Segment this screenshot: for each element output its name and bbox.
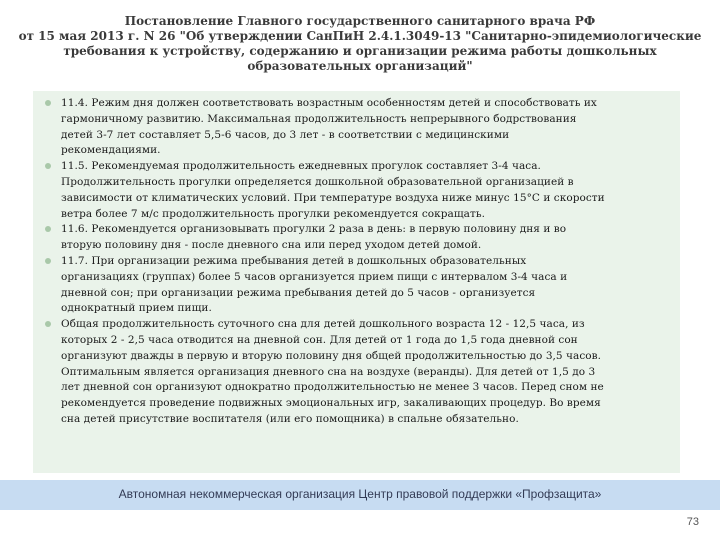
bullet-icon xyxy=(45,258,51,264)
item-line: 11.5. Рекомендуемая продолжительность ежедневных прогулок составляет 3-4 часа. xyxy=(61,160,541,173)
list-item xyxy=(41,254,672,317)
item-line: 11.6. Рекомендуется организовывать прогулки 2 раза в день: в первую половину дня и во xyxy=(61,223,567,236)
title-line: Постановление Главного государственного санитарного врача РФ xyxy=(124,14,596,28)
footer-bar xyxy=(0,480,720,510)
title-line: образовательных организаций" xyxy=(247,59,473,73)
item-line: Продолжительность прогулки определяется дошкольной образовательной организацией в xyxy=(61,175,574,188)
item-line: 11.7. При организации режима пребывания детей в дошкольных образовательных xyxy=(61,254,527,267)
item-line: Оптимальным является организация дневного сна на воздухе (веранды). Для детей от 1,5 до 3 xyxy=(61,365,596,378)
item-line: Общая продолжительность суточного сна для детей дошкольного возраста 12 - 12,5 часа, из xyxy=(61,318,585,331)
item-line: вторую половину дня - после дневного сна или перед уходом детей домой. xyxy=(61,239,482,252)
item-line: сна детей присутствие воспитателя (или его помощника) в спальне обязательно. xyxy=(61,412,519,425)
list-item xyxy=(41,317,672,428)
item-line: однократный прием пищи. xyxy=(61,302,212,315)
title-line: требования к устройству, содержанию и организации режима работы дошкольных xyxy=(63,44,657,58)
list-item xyxy=(41,96,672,159)
bullet-list xyxy=(41,96,672,428)
item-line: зависимости от климатических условий. При температуре воздуха ниже минус 15°С и скорости xyxy=(61,191,605,204)
item-line: организациях (группах) более 5 часов организуется прием пищи с интервалом 3-4 часа и xyxy=(61,270,568,283)
item-line: ветра более 7 м/с продолжительность прогулки рекомендуется сокращать. xyxy=(61,207,485,220)
title-line: от 15 мая 2013 г. N 26 "Об утверждении СанПиН 2.4.1.3049-13 "Санитарно-эпидемиологические xyxy=(18,29,702,43)
list-item xyxy=(41,222,672,254)
bullet-icon xyxy=(45,100,51,106)
document-title xyxy=(18,14,702,74)
bullet-icon xyxy=(45,226,51,232)
item-line: детей 3-7 лет составляет 5,5-6 часов, до 3 лет - в соответствии с медицинскими xyxy=(61,128,510,141)
item-line: лет дневной сон организуют однократно продолжительностью не менее 3 часов. Перед сном не xyxy=(61,381,604,394)
item-line: которых 2 - 2,5 часа отводится на дневной сон. Для детей от 1 года до 1,5 года дневной сон xyxy=(61,333,578,346)
page-number: 73 xyxy=(686,516,699,528)
item-line: рекомендациями. xyxy=(61,144,161,157)
bullet-icon xyxy=(45,163,51,169)
item-line: дневной сон; при организации режима пребывания детей до 5 часов - организуется xyxy=(61,286,536,299)
item-line: 11.4. Режим дня должен соответствовать возрастным особенностям детей и способствовать их xyxy=(61,97,597,109)
item-line: рекомендуется проведение подвижных эмоциональных игр, закаливающих процедур. Во время xyxy=(61,397,601,410)
item-line: организуют дважды в первую и вторую половину дня общей продолжительностью до 3,5 часов. xyxy=(61,349,602,362)
item-line: гармоничному развитию. Максимальная продолжительность непрерывного бодрствования xyxy=(61,112,577,125)
content-panel xyxy=(33,91,680,473)
bullet-icon xyxy=(45,321,51,327)
list-item xyxy=(41,159,672,222)
footer-text: Автономная некоммерческая организация Центр правовой поддержки «Профзащита» xyxy=(118,487,602,501)
